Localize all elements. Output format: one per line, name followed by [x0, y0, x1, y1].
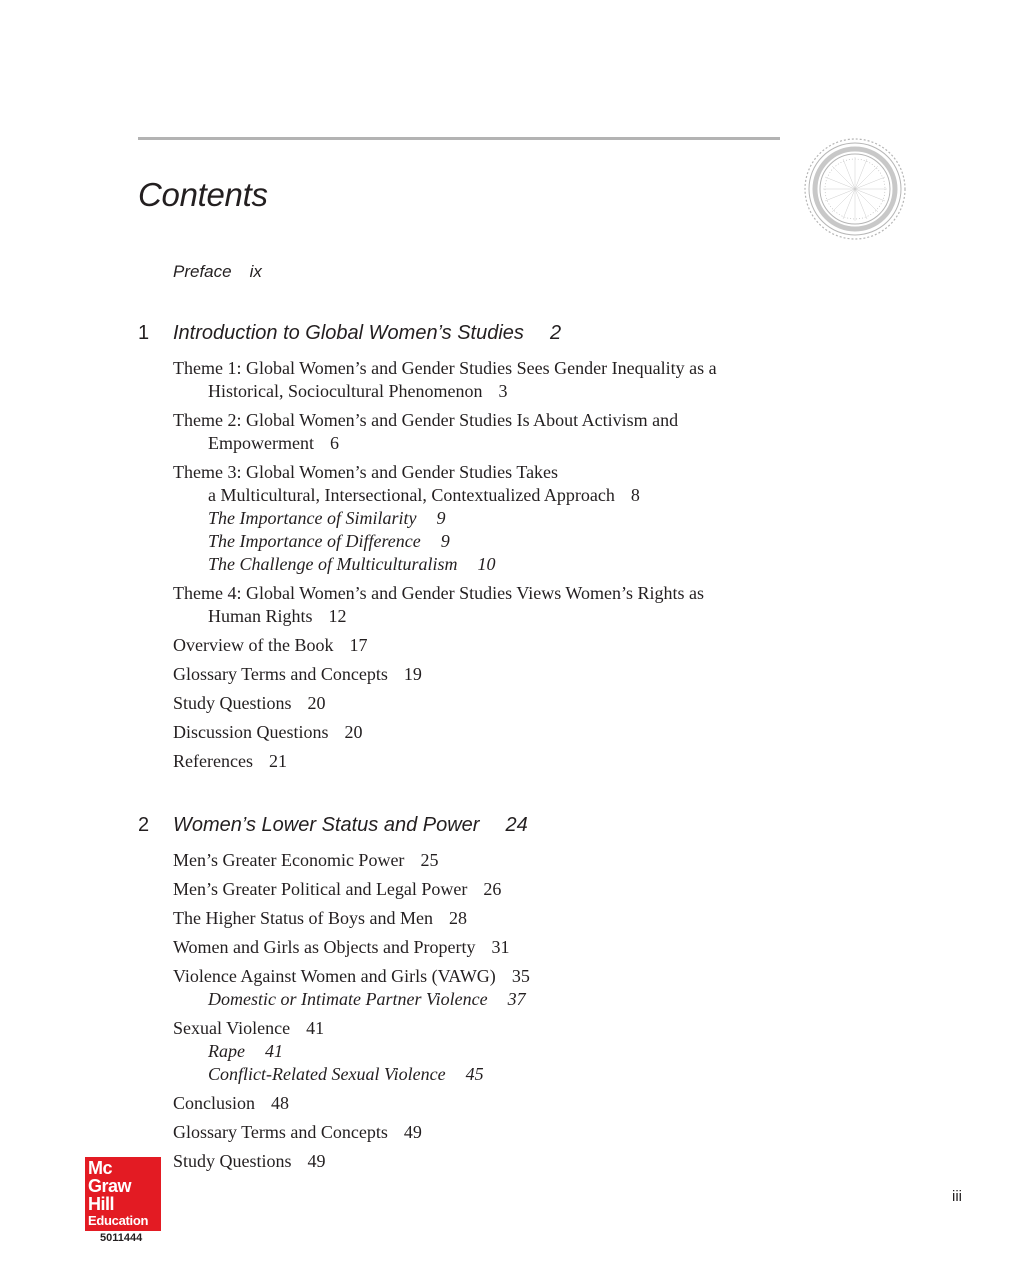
entry-text: Women and Girls as Objects and Property	[173, 937, 476, 957]
entry-text: Men’s Greater Economic Power	[173, 850, 405, 870]
entry-text: Glossary Terms and Concepts	[173, 664, 388, 684]
logo-text: Mc	[88, 1158, 113, 1178]
toc-entry[interactable]	[173, 965, 793, 1011]
chapter-number: 1	[138, 322, 150, 344]
entry-text: Study Questions	[173, 1151, 292, 1171]
toc-entry[interactable]	[173, 1092, 793, 1115]
entry-page: 12	[328, 606, 347, 626]
entry-text: Theme 2: Global Women’s and Gender Studies Is About Activism and	[173, 410, 679, 430]
publisher-code: 5011444	[100, 1232, 143, 1244]
entry-page: 49	[307, 1151, 326, 1171]
entry-page: 20	[344, 722, 363, 742]
toc-entry[interactable]	[173, 721, 793, 744]
page-number: iii	[952, 1188, 962, 1205]
toc-entry[interactable]	[173, 1017, 793, 1086]
entry-text: Men’s Greater Political and Legal Power	[173, 879, 468, 899]
preface-label: Preface	[173, 262, 232, 281]
subentry-text: Conflict-Related Sexual Violence	[208, 1064, 446, 1084]
publisher-logo	[85, 1157, 161, 1231]
toc-entry[interactable]	[173, 907, 793, 930]
chapter-page: 24	[505, 814, 528, 836]
toc-entry[interactable]	[173, 849, 793, 872]
entry-text: Study Questions	[173, 693, 292, 713]
entry-page: 41	[306, 1018, 325, 1038]
chapter-title: Introduction to Global Women’s Studies	[173, 322, 524, 344]
toc-subentry[interactable]	[173, 530, 793, 553]
toc-entry[interactable]	[173, 1150, 793, 1173]
toc-entry[interactable]	[173, 357, 793, 403]
toc-entry[interactable]	[173, 750, 793, 773]
toc-subentry[interactable]	[173, 1063, 793, 1086]
subentry-page: 10	[477, 554, 496, 574]
page-title: Contents	[138, 176, 268, 213]
entry-text: Theme 1: Global Women’s and Gender Studies Sees Gender Inequality as a	[173, 358, 717, 378]
entry-text: Glossary Terms and Concepts	[173, 1122, 388, 1142]
entry-text: Conclusion	[173, 1093, 256, 1113]
toc-entry[interactable]	[173, 936, 793, 959]
entry-text: Empowerment	[208, 433, 314, 453]
entry-text: Theme 3: Global Women’s and Gender Studies Takes	[173, 462, 559, 482]
top-rule	[138, 137, 780, 140]
entry-page: 20	[307, 693, 326, 713]
subentry-text: The Challenge of Multiculturalism	[208, 554, 458, 574]
toc-subentry[interactable]	[173, 507, 793, 530]
chapter-number: 2	[138, 814, 150, 836]
subentry-text: Domestic or Intimate Partner Violence	[208, 989, 488, 1009]
toc-subentry[interactable]	[173, 1040, 793, 1063]
preface-page: ix	[249, 262, 262, 281]
entry-page: 3	[498, 381, 508, 401]
entry-text: The Higher Status of Boys and Men	[173, 908, 433, 928]
toc-entry[interactable]	[173, 1121, 793, 1144]
entry-page: 8	[630, 485, 640, 505]
entry-page: 26	[483, 879, 502, 899]
subentry-text: Rape	[208, 1041, 245, 1061]
entry-text: Sexual Violence	[173, 1018, 291, 1038]
entry-page: 35	[511, 966, 530, 986]
toc-subentry[interactable]	[173, 553, 793, 576]
entry-text: Discussion Questions	[173, 722, 329, 742]
chapter-1-entries	[173, 357, 793, 779]
entry-text: a Multicultural, Intersectional, Contextualized Approach	[208, 485, 615, 505]
entry-page: 6	[329, 433, 339, 453]
entry-page: 19	[403, 664, 422, 684]
logo-text: Graw	[88, 1176, 132, 1196]
entry-text: Human Rights	[208, 606, 313, 626]
entry-page: 21	[268, 751, 287, 771]
entry-page: 31	[491, 937, 510, 957]
toc-entry[interactable]	[173, 878, 793, 901]
entry-text: Overview of the Book	[173, 635, 334, 655]
preface-entry[interactable]	[173, 262, 262, 282]
toc-entry[interactable]	[173, 461, 793, 576]
entry-page: 49	[403, 1122, 422, 1142]
toc-entry[interactable]	[173, 582, 793, 628]
logo-text: Hill	[88, 1194, 115, 1214]
subentry-page: 9	[440, 531, 450, 551]
subentry-text: The Importance of Similarity	[208, 508, 417, 528]
subentry-page: 41	[264, 1041, 283, 1061]
entry-text: Violence Against Women and Girls (VAWG)	[173, 966, 496, 986]
entry-page: 17	[349, 635, 368, 655]
toc-entry[interactable]	[173, 634, 793, 657]
subentry-page: 9	[436, 508, 446, 528]
subentry-text: The Importance of Difference	[208, 531, 421, 551]
toc-entry[interactable]	[173, 409, 793, 455]
subentry-page: 45	[465, 1064, 484, 1084]
mandala-emblem-icon	[803, 137, 907, 241]
subentry-page: 37	[507, 989, 526, 1009]
chapter-2-entries	[173, 849, 793, 1179]
logo-text: Education	[88, 1213, 149, 1228]
entry-text: Theme 4: Global Women’s and Gender Studies Views Women’s Rights as	[173, 583, 704, 603]
entry-page: 48	[271, 1093, 290, 1113]
toc-entry[interactable]	[173, 692, 793, 715]
chapter-title: Women’s Lower Status and Power	[173, 814, 480, 836]
entry-text: Historical, Sociocultural Phenomenon	[208, 381, 483, 401]
entry-text: References	[173, 751, 253, 771]
toc-entry[interactable]	[173, 663, 793, 686]
entry-page: 25	[420, 850, 439, 870]
chapter-page: 2	[549, 322, 562, 344]
toc-subentry[interactable]	[173, 988, 793, 1011]
entry-page: 28	[448, 908, 467, 928]
